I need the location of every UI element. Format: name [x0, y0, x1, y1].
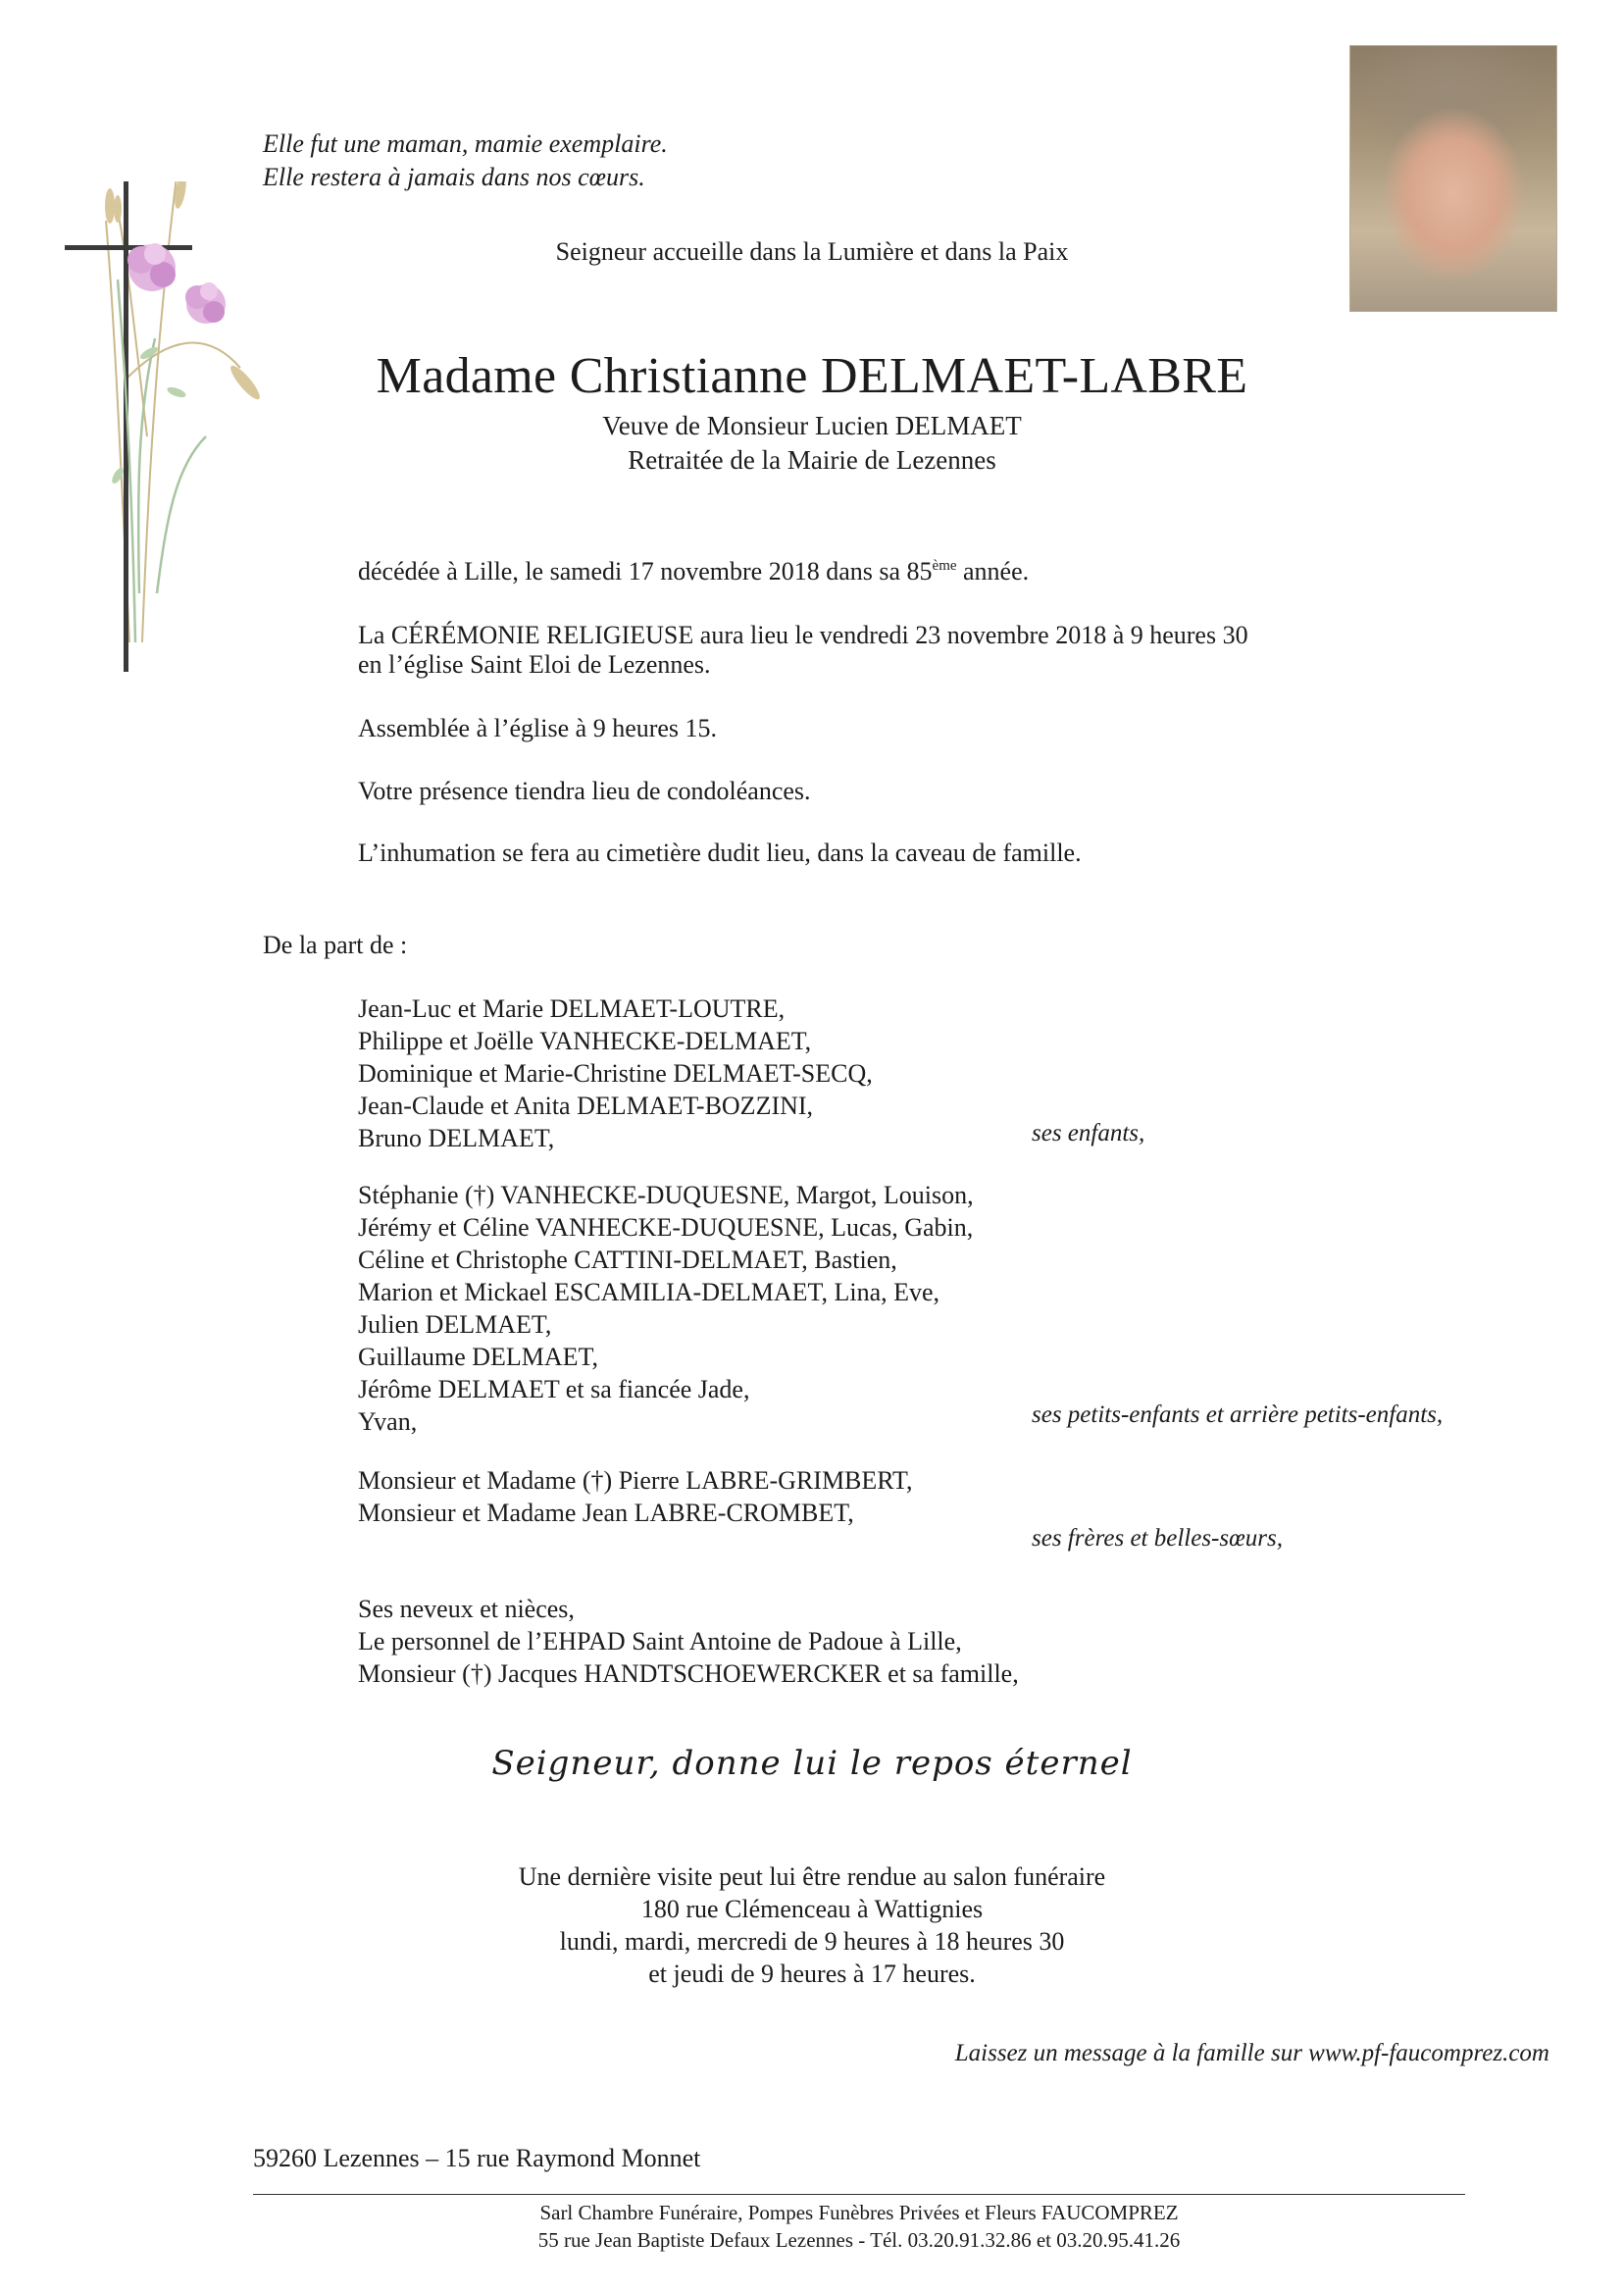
list-item: Monsieur et Madame Jean LABRE-CROMBET, [358, 1499, 854, 1527]
list-item: Marion et Mickael ESCAMILIA-DELMAET, Lina, Eve, [358, 1278, 940, 1306]
website-note: Laissez un message à la famille sur www.pf-faucomprez.com [954, 2040, 1549, 2066]
siblings-role: ses frères et belles-sœurs, [1032, 1525, 1283, 1552]
epigraph-line-1: Elle fut une maman, mamie exemplaire. [263, 129, 668, 158]
list-item: Le personnel de l’EHPAD Saint Antoine de Padoue à Lille, [358, 1627, 962, 1655]
deceased-name: Madame Christianne DELMAET-LABRE [376, 348, 1248, 404]
opening-prayer: Seigneur accueille dans la Lumière et dans la Paix [555, 237, 1069, 266]
others-list [358, 1593, 1019, 1690]
company-contact-line: 55 rue Jean Baptiste Defaux Lezennes - Tél. 03.20.91.32.86 et 03.20.95.41.26 [537, 2228, 1181, 2252]
grandchildren-list [358, 1179, 974, 1438]
list-item: Guillaume DELMAET, [358, 1343, 599, 1371]
list-item: Julien DELMAET, [358, 1310, 552, 1339]
list-item: Dominique et Marie-Christine DELMAET-SECQ, [358, 1059, 873, 1088]
death-text: décédée à Lille, le samedi 17 novembre 2018 dans sa 85 [358, 557, 933, 585]
list-item: Jean-Claude et Anita DELMAET-BOZZINI, [358, 1092, 814, 1120]
assembly-time: Assemblée à l’église à 9 heures 15. [358, 714, 718, 742]
company-name-line: Sarl Chambre Funéraire, Pompes Funèbres Privées et Fleurs FAUCOMPREZ [539, 2201, 1179, 2224]
list-item: Stéphanie (†) VANHECKE-DUQUESNE, Margot, Louison, [358, 1181, 974, 1209]
footer-address: 59260 Lezennes – 15 rue Raymond Monnet [253, 2144, 701, 2172]
children-list [358, 993, 873, 1154]
occupation-line: Retraitée de la Mairie de Lezennes [628, 445, 996, 475]
visit-line-2: 180 rue Clémenceau à Wattignies [640, 1895, 984, 1923]
visit-line-1: Une dernière visite peut lui être rendue au salon funéraire [518, 1862, 1106, 1891]
epigraph-line-2: Elle restera à jamais dans nos cœurs. [263, 163, 645, 191]
from-label: De la part de : [263, 931, 408, 959]
ordinal-suffix: ème [932, 558, 957, 574]
list-item: Céline et Christophe CATTINI-DELMAET, Bastien, [358, 1246, 897, 1274]
ceremony-line-1: La CÉRÉMONIE RELIGIEUSE aura lieu le vendredi 23 novembre 2018 à 9 heures 30 [358, 621, 1248, 649]
footer-divider [253, 2194, 1465, 2195]
death-text-end: année. [956, 557, 1030, 585]
widow-line: Veuve de Monsieur Lucien DELMAET [602, 411, 1022, 440]
visit-info [0, 1860, 1624, 1990]
death-announcement [358, 555, 1029, 588]
list-item: Philippe et Joëlle VANHECKE-DELMAET, [358, 1027, 812, 1055]
list-item: Monsieur et Madame (†) Pierre LABRE-GRIMBERT, [358, 1466, 913, 1495]
list-item: Bruno DELMAET, [358, 1124, 555, 1152]
portrait-photo [1349, 45, 1557, 312]
ceremony-line-2: en l’église Saint Eloi de Lezennes. [358, 650, 711, 679]
list-item: Jérémy et Céline VANHECKE-DUQUESNE, Lucas, Gabin, [358, 1213, 974, 1242]
pink-flower-2 [185, 282, 226, 324]
condolences-note: Votre présence tiendra lieu de condoléances. [358, 777, 811, 805]
visit-line-3: lundi, mardi, mercredi de 9 heures à 18 heures 30 [559, 1927, 1065, 1956]
closing-prayer: Seigneur, donne lui le repos éternel [491, 1744, 1133, 1783]
list-item: Monsieur (†) Jacques HANDTSCHOEWERCKER et sa famille, [358, 1659, 1019, 1688]
grandchildren-role: ses petits-enfants et arrière petits-enfants, [1032, 1401, 1444, 1428]
list-item: Jérôme DELMAET et sa fiancée Jade, [358, 1375, 750, 1403]
siblings-list [358, 1464, 913, 1529]
list-item: Jean-Luc et Marie DELMAET-LOUTRE, [358, 994, 786, 1023]
children-role: ses enfants, [1032, 1120, 1145, 1146]
list-item: Yvan, [358, 1407, 418, 1436]
list-item: Ses neveux et nièces, [358, 1595, 575, 1623]
visit-line-4: et jeudi de 9 heures à 17 heures. [648, 1960, 976, 1988]
burial-note: L’inhumation se fera au cimetière dudit lieu, dans la caveau de famille. [358, 839, 1082, 867]
epigraph [263, 127, 668, 194]
